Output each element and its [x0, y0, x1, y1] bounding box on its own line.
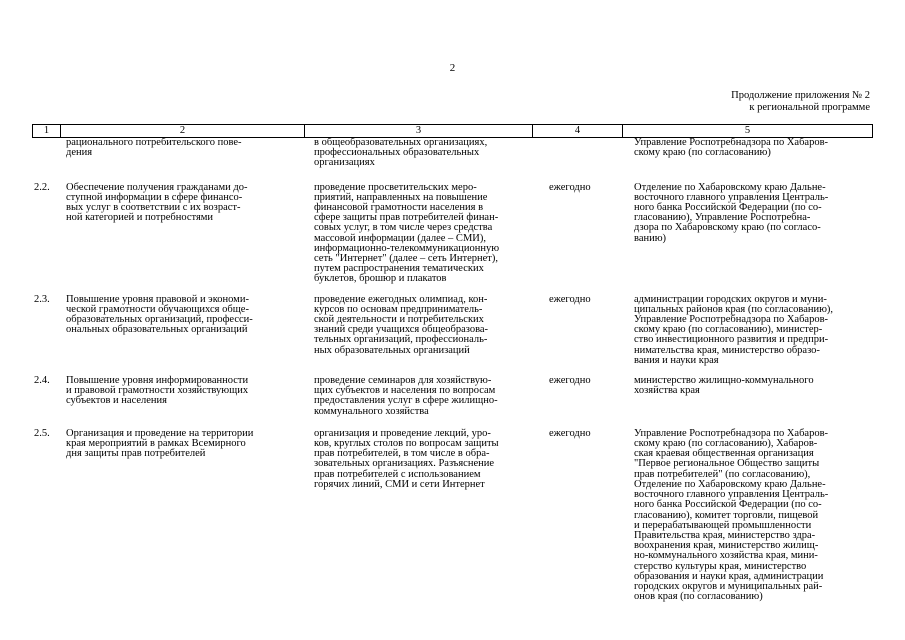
continuation-note	[731, 90, 870, 114]
row-task: Повышение уровня правовой и экономи- ческой грамотности обучающихся обще- образовательных организаций, професси- ональных образовательных организаций	[66, 293, 253, 336]
row-activity: проведение просветительских меро- приятий, направленных на повышение финансовой грамотности населения в сфере защиты прав потребителей финан- совых услуг, в том числе через средства массовой информации (далее – СМИ), информационно-телекоммуникационную сеть "Интернет" (далее – сеть Интернет), путем распространения тематических буклетов, брошюр и плакатов	[314, 181, 500, 285]
header-col-1: 1	[33, 125, 61, 138]
row-activity: проведение ежегодных олимпиад, кон- курсов по основам предприниматель- ской деятельности и потребительских знаний среди учащихся общеобразова- тельных организаций, профессиональ- ных образовательных организаций	[314, 293, 489, 356]
row-period: ежегодно	[549, 375, 591, 387]
row-task: рационального потребительского пове- дения	[66, 137, 242, 159]
row-activity: организация и проведение лекций, уро- ков, круглых столов по вопросам защиты прав потребителей, в том числе в обра- зовательных организациях. Разъяснение прав потребителей с использованием горячих линий, СМИ и сети Интернет	[314, 427, 499, 490]
table-row	[32, 183, 872, 285]
header-col-2: 2	[61, 125, 305, 138]
table-row	[32, 429, 872, 602]
header-col-3: 3	[305, 125, 533, 138]
table-row	[32, 138, 872, 169]
row-number: 2.5.	[34, 427, 50, 439]
table-row	[32, 376, 872, 417]
row-executor: Управление Роспотребнадзора по Хабаров- скому краю (по согласованию)	[634, 137, 829, 159]
row-executor: Отделение по Хабаровскому краю Дальне- восточного главного управления Централь- ного банка Российской Федерации (по со- гласованию), Управление Роспотребна- дзора по Хабаровскому краю (по согласо- ванию)	[634, 181, 829, 244]
row-executor: администрации городских округов и муни- ципальных районов края (по согласованию), Управление Роспотребнадзора по Хабаров- скому краю (по согласованию), министер- ство инвестиционного развития и предпри- нимательства края, министерство образо- вания и науки края	[634, 293, 834, 366]
row-task: Организация и проведение на территории края мероприятий в рамках Всемирного дня защиты прав потребителей	[66, 427, 254, 460]
row-task: Обеспечение получения гражданами до- ступной информации в сфере финансо- вых услуг в соответствии с их возраст- ной категорией и потребностями	[66, 181, 248, 224]
header-col-4: 4	[533, 125, 623, 138]
row-number: 2.3.	[34, 293, 50, 305]
row-activity: в общеобразовательных организациях, профессиональных образовательных организациях	[314, 137, 488, 169]
continuation-line-1: Продолжение приложения № 2	[731, 90, 870, 101]
header-col-5: 5	[623, 125, 873, 138]
row-task: Повышение уровня информированности и правовой грамотности хозяйствующих субъектов и населения	[66, 375, 249, 407]
page-number: 2	[449, 62, 456, 74]
row-activity: проведение семинаров для хозяйствую- щих субъектов и населения по вопросам предоставления услуг в сфере жилищно- коммунального хозяйства	[314, 375, 498, 417]
row-executor: министерство жилищно-коммунального хозяйства края	[634, 375, 814, 397]
continuation-line-2: к региональной программе	[749, 102, 870, 113]
row-number: 2.2.	[34, 181, 50, 193]
row-period: ежегодно	[549, 293, 591, 305]
row-period: ежегодно	[549, 181, 591, 193]
row-period: ежегодно	[549, 427, 591, 439]
row-number: 2.4.	[34, 375, 50, 387]
table-body	[32, 138, 872, 602]
row-executor: Управление Роспотребнадзора по Хабаров- скому краю (по согласованию), Хабаров- ская краевая общественная организация "Первое региональное Общество защиты прав потребителей" (по согласованию), Отделение по Хабаровскому краю Дальне- восточного главного управления Централь- ного банка Российской Федерации (по со- гласованию), комитет торговли, пищевой и перерабатывающей промышленности Правительства края, министерство здра- воохранения края, министерство жилищ- но-коммунального хозяйства края, мини- стерство культуры края, министерство образования и науки края, администрации городских округов и муниципальных рай- онов края (по согласованию)	[634, 427, 829, 603]
table-row	[32, 295, 872, 366]
column-number-header	[32, 124, 873, 138]
